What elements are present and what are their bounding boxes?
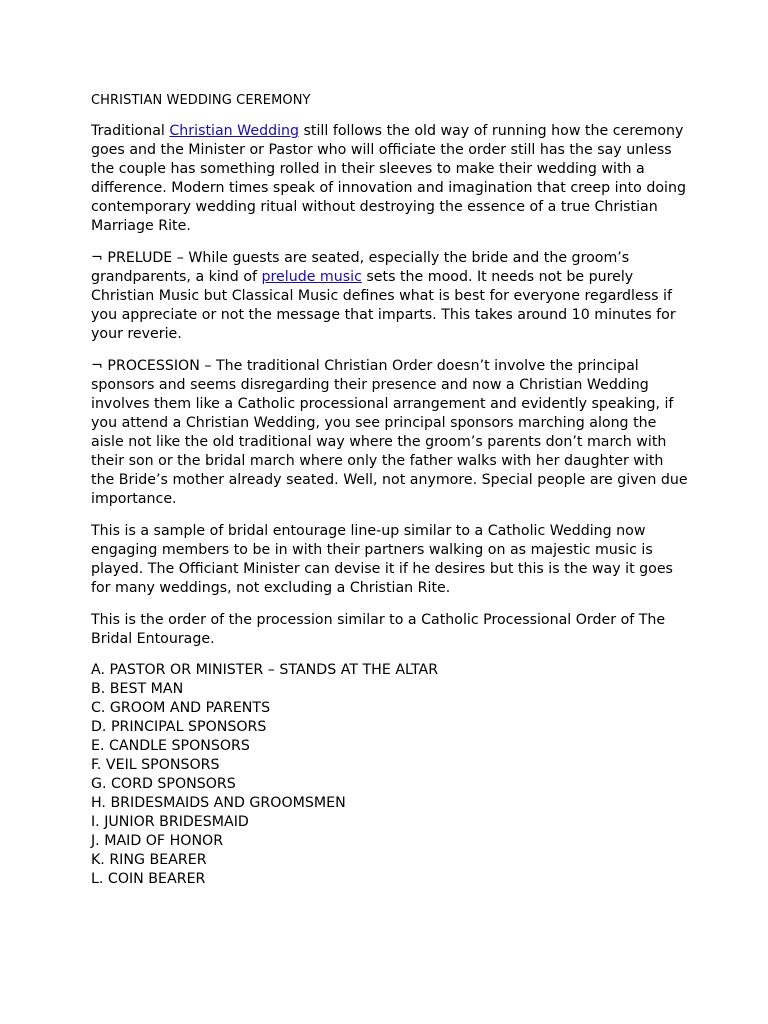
procession-paragraph xyxy=(91,357,691,509)
list-item: J. MAID OF HONOR xyxy=(91,833,224,849)
christian-wedding-link[interactable]: Christian Wedding xyxy=(169,123,300,139)
sample-paragraph: This is a sample of bridal entourage line-up similar to a Catholic Wedding now engaging members to be in with their partners walking on as majestic music is played. The Officiant Minister can devise it if he desires but this is the way it goes for many weddings, not excluding a Christian Rite. xyxy=(91,523,673,596)
list-item: H. BRIDESMAIDS AND GROOMSMEN xyxy=(91,795,346,811)
list-item: D. PRINCIPAL SPONSORS xyxy=(91,719,267,735)
bullet-symbol: ¬ xyxy=(91,250,103,266)
prelude-music-link[interactable]: prelude music xyxy=(261,269,362,285)
document-title: CHRISTIAN WEDDING CEREMONY xyxy=(91,93,311,108)
procession-text: PROCESSION – The traditional Christian Order doesn’t involve the principal sponsors and seems disregarding their presence and now a Christian Wedding involves them like a Catholic processional arrangement and evidently speaking, if you attend a Christian Wedding, you see principal sponsors marching along the aisle not like the old traditional way where the groom’s parents don’t march with their son or the bridal march where only the father walks with her daughter with the Bride’s mother already seated. Well, not anymore. Special people are given due importance. xyxy=(91,358,688,507)
list-item: A. PASTOR OR MINISTER – STANDS AT THE ALTAR xyxy=(91,662,439,678)
intro-text-before-link: Traditional xyxy=(91,123,170,139)
list-item: E. CANDLE SPONSORS xyxy=(91,738,250,754)
list-item: I. JUNIOR BRIDESMAID xyxy=(91,814,249,830)
list-item: F. VEIL SPONSORS xyxy=(91,757,220,773)
list-item: K. RING BEARER xyxy=(91,852,207,868)
list-item: L. COIN BEARER xyxy=(91,871,206,887)
list-item: C. GROOM AND PARENTS xyxy=(91,700,271,716)
bullet-symbol: ¬ xyxy=(91,358,103,374)
order-paragraph: This is the order of the procession similar to a Catholic Processional Order of The Bridal Entourage. xyxy=(91,612,666,647)
list-item: G. CORD SPONSORS xyxy=(91,776,236,792)
prelude-text-before-link: PRELUDE – While guests are seated, especially the bride and the groom’s grandparents, a kind of xyxy=(91,250,630,285)
document-page xyxy=(91,92,691,889)
prelude-text-after-link: sets the mood. It needs not be purely Christian Music but Classical Music defines what is best for everyone regardless if you appreciate or not the message that imparts. This takes around 10 minutes for your reverie. xyxy=(91,269,676,342)
intro-text-after-link: still follows the old way of running how the ceremony goes and the Minister or Pastor who will officiate the order still has the say unless the couple has something rolled in their sleeves to make their wedding with a difference. Modern times speak of innovation and imagination that creep into doing contemporary wedding ritual without destroying the essence of a true Christian Marriage Rite. xyxy=(91,123,686,234)
prelude-paragraph xyxy=(91,249,691,344)
procession-order-list xyxy=(91,661,691,889)
list-item: B. BEST MAN xyxy=(91,681,184,697)
intro-paragraph xyxy=(91,122,691,236)
